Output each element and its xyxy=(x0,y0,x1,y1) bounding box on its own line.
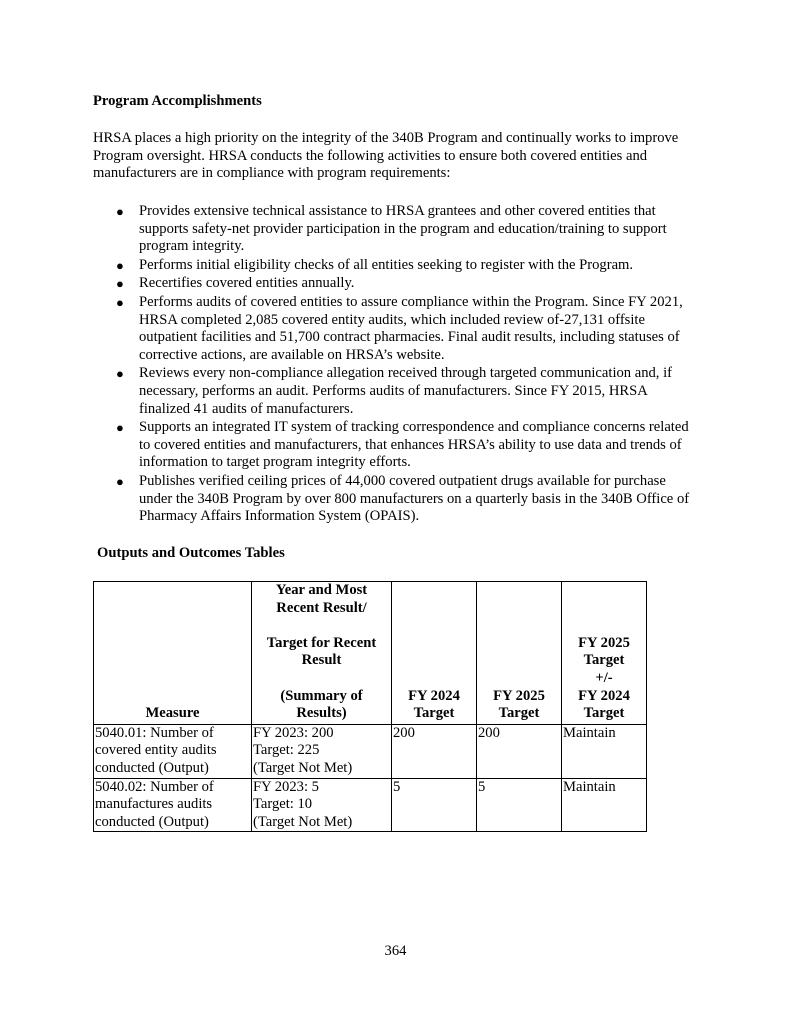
list-item-text: Performs audits of covered entities to assure compliance within the Program. Since FY 2021, HRSA completed 2,085 covered entity audits, which included review of-27,131 offsite outpatient facilities and 51,700 contract pharmacies. Final audit results, including statuses of corrective actions, are available on HRSA’s website. xyxy=(139,293,683,363)
header-line: FY 2025 xyxy=(578,634,630,651)
list-item xyxy=(93,257,699,275)
outcomes-table xyxy=(93,581,647,832)
cell-result: FY 2023: 200 Target: 225 (Target Not Met) xyxy=(252,724,392,778)
bullet-icon: ● xyxy=(116,276,124,292)
header-measure: Measure xyxy=(94,582,252,725)
list-item-text: Supports an integrated IT system of tracking correspondence and compliance concerns related to covered entities and manufacturers, that enhances HRSA’s ability to use data and trends of information to target program integrity efforts. xyxy=(139,419,689,471)
header-fy2025 xyxy=(477,582,562,725)
header-change xyxy=(562,582,647,725)
intro-paragraph: HRSA places a high priority on the integrity of the 340B Program and continually works to improve Program oversight. HRSA conducts the following activities to ensure both covered entities and manufacturers are in compliance with program requirements: xyxy=(93,130,679,182)
bullet-icon: ● xyxy=(116,420,124,436)
bullet-icon: ● xyxy=(116,473,124,489)
cell-measure: 5040.02: Number of manufactures audits conducted (Output) xyxy=(94,778,252,832)
table-row xyxy=(94,778,647,832)
cell-measure: 5040.01: Number of covered entity audits conducted (Output) xyxy=(94,724,252,778)
page-number: 364 xyxy=(384,943,407,959)
header-line: FY 2025 xyxy=(493,687,545,704)
accomplishments-list xyxy=(93,203,699,527)
cell-fy2024: 200 xyxy=(392,724,477,778)
list-item-text: Reviews every non-compliance allegation received through targeted communication and, if necessary, performs an audit. Performs audits of manufacturers. Since FY 2015, HRSA finalized 41 audits of manufacturers. xyxy=(139,365,673,417)
header-line: Results) xyxy=(296,705,347,722)
header-line: Target for Recent xyxy=(266,634,377,651)
table-header-row xyxy=(94,582,647,725)
list-item-text: Publishes verified ceiling prices of 44,000 covered outpatient drugs available for purchase under the 340B Program by over 800 manufacturers on a quarterly basis in the 340B Office of Pharmacy Affairs Information System (OPAIS). xyxy=(139,472,690,525)
list-item-text: Recertifies covered entities annually. xyxy=(139,275,355,292)
header-line: Target xyxy=(583,652,625,669)
header-line: FY 2024 xyxy=(408,687,460,704)
list-item xyxy=(93,365,699,418)
header-line: Year and Most xyxy=(275,582,368,598)
cell-result: FY 2023: 5 Target: 10 (Target Not Met) xyxy=(252,778,392,832)
header-line: FY 2024 xyxy=(578,687,630,704)
list-item-text: Provides extensive technical assistance to HRSA grantees and other covered entities that supports safety-net provider participation in the program and education/training to support program integrity. xyxy=(139,203,667,255)
cell-change: Maintain xyxy=(562,778,647,832)
cell-fy2024: 5 xyxy=(392,778,477,832)
table-title: Outputs and Outcomes Tables xyxy=(97,545,285,561)
list-item xyxy=(93,203,699,256)
bullet-icon: ● xyxy=(116,366,124,382)
header-line: Target xyxy=(413,705,455,722)
list-item xyxy=(93,275,699,293)
bullet-icon: ● xyxy=(116,257,124,273)
header-line: Result xyxy=(301,652,342,669)
bullet-icon: ● xyxy=(116,204,124,219)
cell-fy2025: 200 xyxy=(477,724,562,778)
header-line: Target xyxy=(498,705,540,722)
list-item xyxy=(93,473,699,526)
header-fy2024 xyxy=(392,582,477,725)
header-result xyxy=(252,582,392,725)
header-line: (Summary of xyxy=(280,687,363,704)
header-line: Recent Result/ xyxy=(276,599,367,616)
list-item-text: Performs initial eligibility checks of all entities seeking to register with the Program. xyxy=(139,256,634,273)
cell-change: Maintain xyxy=(562,724,647,778)
bullet-icon: ● xyxy=(116,294,124,310)
list-item xyxy=(93,419,699,472)
header-line: +/- xyxy=(595,669,613,686)
cell-fy2025: 5 xyxy=(477,778,562,832)
list-item xyxy=(93,294,699,364)
table-row xyxy=(94,724,647,778)
section-heading: Program Accomplishments xyxy=(93,93,262,109)
header-line: Target xyxy=(583,705,625,722)
